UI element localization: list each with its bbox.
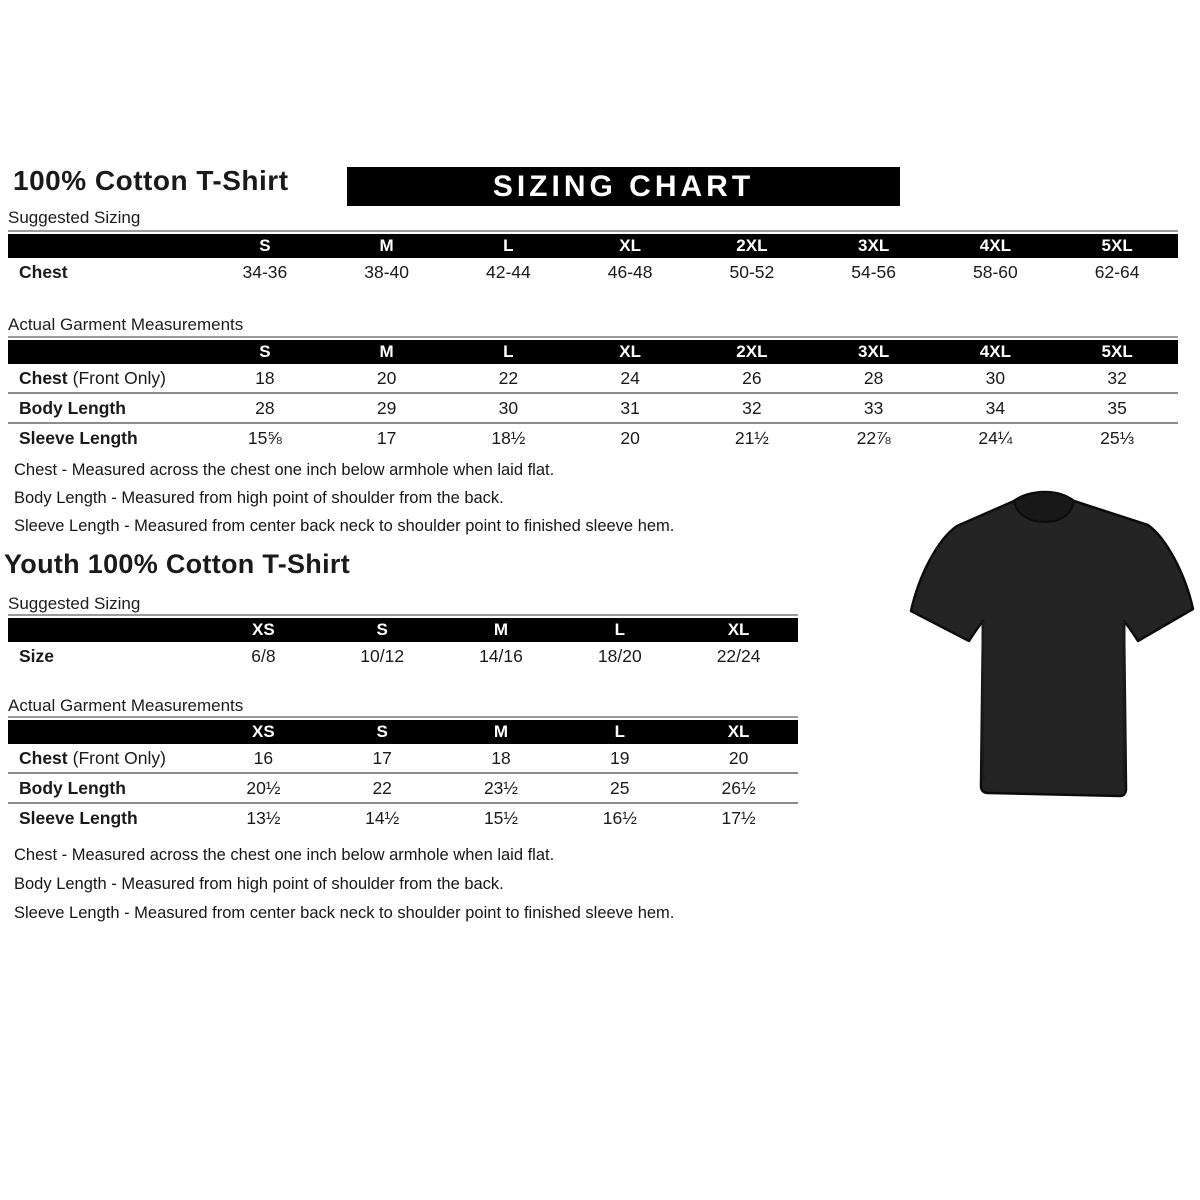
table-top-rule — [8, 230, 1178, 232]
size-header-cell: L — [503, 342, 514, 361]
measurement-cell: 28 — [255, 397, 275, 418]
size-header-cell: 3XL — [858, 236, 890, 255]
measurement-cell: 26 — [742, 367, 762, 388]
table-row-size — [8, 642, 798, 670]
row-label-text: Sleeve Length — [19, 427, 138, 448]
measurement-cell: 17 — [372, 747, 392, 768]
measurement-cell: 20 — [728, 747, 749, 768]
row-label-suffix: (Front Only) — [72, 367, 166, 388]
adult-actual-measurements-table — [8, 336, 1178, 452]
measurement-cell: 22⅞ — [856, 427, 891, 448]
measurement-cell: 20½ — [246, 777, 281, 798]
table-top-rule — [8, 716, 798, 718]
measurement-cell: 46-48 — [607, 261, 653, 282]
measurement-cell: 32 — [742, 397, 762, 418]
size-header-cell: M — [493, 722, 509, 741]
measurement-cell: 62-64 — [1094, 261, 1140, 282]
table-row-sleeve-length — [8, 802, 798, 832]
size-header-cell: XS — [252, 620, 275, 639]
row-label — [8, 778, 204, 799]
size-header-cell: S — [259, 342, 271, 361]
measurement-cell: 34-36 — [242, 261, 288, 282]
measurement-cell: 21½ — [734, 427, 769, 448]
row-label-text: Chest — [19, 367, 68, 388]
adult-suggested-sizing-table — [8, 230, 1178, 286]
measurement-cell: 33 — [863, 397, 884, 418]
measurement-cell: 24¼ — [978, 427, 1013, 448]
black-tshirt-image — [893, 480, 1198, 810]
note-sleeve-length: Sleeve Length - Measured from center back neck to shoulder point to finished sleeve hem. — [14, 517, 675, 535]
size-header-cell: XL — [619, 342, 641, 361]
measurement-cell: 17 — [376, 427, 397, 448]
size-header-cell: 5XL — [1101, 342, 1133, 361]
note-chest: Chest - Measured across the chest one inch below armhole when laid flat. — [14, 461, 555, 479]
youth-actual-measurements-table — [8, 716, 798, 832]
measurement-cell: 50-52 — [729, 261, 775, 282]
measurement-cell: 23½ — [483, 777, 519, 798]
size-header-row — [8, 720, 798, 744]
measurement-cell: 34 — [985, 397, 1006, 418]
row-label — [8, 398, 204, 419]
size-header-cell: S — [376, 620, 388, 639]
row-label — [8, 748, 204, 769]
size-header-cell: L — [614, 620, 625, 639]
youth-section-title: Youth 100% Cotton T-Shirt — [4, 549, 350, 579]
size-header-cell: 4XL — [979, 236, 1011, 255]
row-label — [8, 368, 204, 389]
measurement-cell: 14½ — [365, 807, 400, 828]
measurement-cell: 16½ — [602, 807, 637, 828]
adult-suggested-sizing-label: Suggested Sizing — [8, 208, 141, 227]
table-row-chest — [8, 258, 1178, 286]
measurement-cell: 18/20 — [597, 645, 642, 666]
measurement-cell: 6/8 — [251, 645, 276, 666]
note-chest: Chest - Measured across the chest one inch below armhole when laid flat. — [14, 846, 555, 864]
table-top-rule — [8, 336, 1178, 338]
measurement-cell: 10/12 — [360, 645, 405, 666]
adult-measurement-notes — [14, 456, 674, 540]
measurement-cell: 16 — [253, 747, 274, 768]
measurement-cell: 25 — [610, 777, 630, 798]
size-header-row — [8, 340, 1178, 364]
size-header-cell: 2XL — [736, 342, 768, 361]
measurement-cell: 18½ — [491, 427, 526, 448]
page-title: 100% Cotton T-Shirt — [13, 165, 289, 196]
size-header-cell: 4XL — [979, 342, 1011, 361]
measurement-cell: 30 — [985, 367, 1006, 388]
measurement-cell: 28 — [863, 367, 884, 388]
youth-actual-measurements-label: Actual Garment Measurements — [8, 696, 244, 715]
note-sleeve-length: Sleeve Length - Measured from center back neck to shoulder point to finished sleeve hem. — [14, 904, 675, 922]
size-header-row — [8, 234, 1178, 258]
size-header-cell: S — [376, 722, 388, 741]
measurement-cell: 15⅝ — [247, 427, 282, 448]
size-header-cell: M — [493, 620, 509, 639]
size-header-cell: 3XL — [858, 342, 890, 361]
measurement-cell: 35 — [1107, 397, 1127, 418]
size-header-cell: XL — [727, 722, 750, 741]
measurement-cell: 26½ — [721, 777, 756, 798]
measurement-cell: 29 — [376, 397, 397, 418]
measurement-cell: 25⅓ — [1100, 427, 1135, 448]
table-row-chest-front-only — [8, 364, 1178, 392]
size-header-cell: XL — [727, 620, 750, 639]
table-top-rule — [8, 614, 798, 616]
tshirt-graphic — [893, 480, 1198, 810]
row-label-text: Body Length — [19, 397, 126, 418]
measurement-cell: 54-56 — [851, 261, 896, 282]
measurement-cell: 18 — [491, 747, 511, 768]
measurement-cell: 20 — [376, 367, 397, 388]
row-label-suffix: (Front Only) — [72, 747, 166, 768]
measurement-cell: 14/16 — [479, 645, 523, 666]
measurement-cell: 32 — [1107, 367, 1127, 388]
measurement-cell: 24 — [620, 367, 640, 388]
note-body-length: Body Length - Measured from high point of shoulder from the back. — [14, 489, 504, 507]
youth-suggested-sizing-label: Suggested Sizing — [8, 594, 141, 613]
measurement-cell: 22 — [372, 777, 392, 798]
size-header-cell: L — [614, 722, 625, 741]
table-row-sleeve-length — [8, 422, 1178, 452]
table-row-chest-front-only — [8, 744, 798, 772]
row-label-text: Chest — [19, 261, 68, 282]
sizing-chart-banner-text: SIZING CHART — [492, 169, 755, 203]
row-label — [8, 262, 204, 283]
size-header-cell: M — [379, 236, 394, 255]
measurement-cell: 13½ — [246, 807, 281, 828]
measurement-cell: 30 — [498, 397, 519, 418]
size-header-cell: M — [379, 342, 394, 361]
row-label — [8, 646, 204, 667]
row-label-text: Body Length — [19, 777, 126, 798]
table-row-body-length — [8, 392, 1178, 422]
size-header-cell: 5XL — [1101, 236, 1133, 255]
measurement-cell: 22/24 — [716, 645, 761, 666]
tshirt-body — [911, 492, 1193, 796]
row-label-text: Size — [19, 645, 55, 666]
size-header-row — [8, 618, 798, 642]
measurement-cell: 15½ — [483, 807, 519, 828]
adult-actual-measurements-label: Actual Garment Measurements — [8, 315, 244, 334]
row-label — [8, 428, 204, 449]
measurement-cell: 38-40 — [364, 261, 409, 282]
note-body-length: Body Length - Measured from high point of shoulder from the back. — [14, 875, 504, 893]
measurement-cell: 31 — [620, 397, 640, 418]
row-label — [8, 808, 204, 829]
size-header-cell: XL — [619, 236, 641, 255]
size-header-cell: XS — [252, 722, 275, 741]
measurement-cell: 22 — [498, 367, 519, 388]
youth-suggested-sizing-table — [8, 614, 798, 670]
row-label-text: Sleeve Length — [19, 807, 138, 828]
measurement-cell: 20 — [620, 427, 640, 448]
youth-measurement-notes — [14, 841, 674, 928]
table-row-body-length — [8, 772, 798, 802]
measurement-cell: 18 — [255, 367, 275, 388]
measurement-cell: 58-60 — [972, 261, 1018, 282]
size-header-cell: S — [259, 236, 271, 255]
measurement-cell: 42-44 — [485, 261, 531, 282]
size-header-cell: L — [503, 236, 514, 255]
size-header-cell: 2XL — [736, 236, 768, 255]
measurement-cell: 17½ — [721, 807, 756, 828]
measurement-cell: 19 — [610, 747, 630, 768]
row-label-text: Chest — [19, 747, 68, 768]
sizing-chart-banner — [347, 167, 900, 206]
